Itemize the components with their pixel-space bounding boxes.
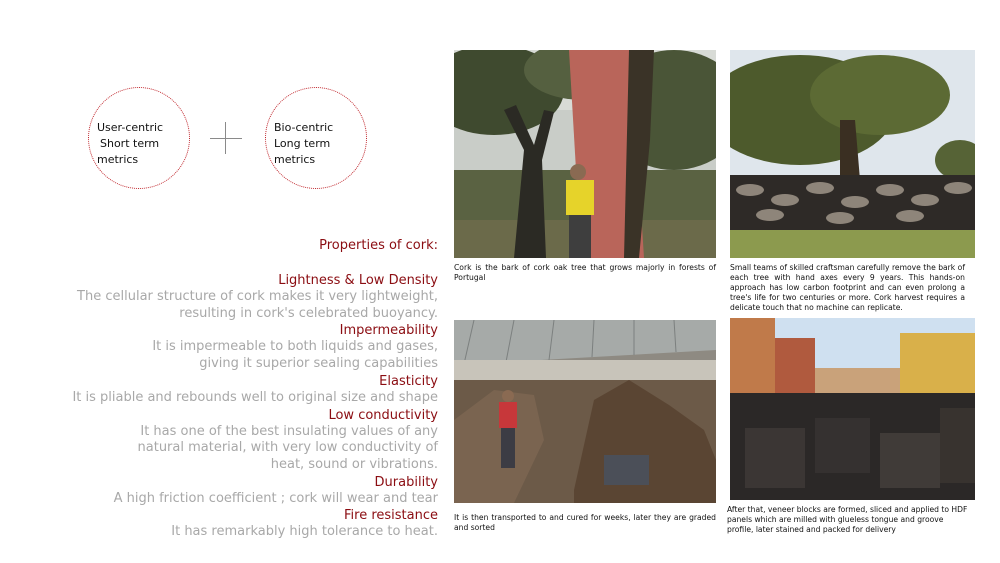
bio-centric-label [274,120,333,168]
property-elasticity [60,373,438,407]
circle-line: Bio-centric [274,121,334,134]
property-description: It has one of the best insulating values of any natural material, with very low conductivity of heat, sound or vibrations. [137,423,438,472]
property-heading: Elasticity [379,373,438,389]
property-heading: Lightness & Low Density [278,273,438,288]
caption-photo-2: Small teams of skilled craftsman carefully remove the bark of each tree with hand axes every 9 years. This hands-on approach has low carbon footprint and can even prolong a tree's life for two centuries or more. Cork harvest requires a delicate touch that no machine can replicate. [730,263,965,312]
property-heading: Impermeability [339,323,438,339]
circle-line: metrics [97,153,139,166]
caption-photo-1: Cork is the bark of cork oak tree that grows majorly in forests of Portugal [454,263,716,282]
circle-line: User-centric [97,121,164,134]
plus-icon [225,122,226,154]
circle-line: metrics [274,153,316,166]
properties-title: Properties of cork: [319,238,438,253]
property-description: It has remarkably high tolerance to heat. [171,524,438,540]
property-durability [60,474,438,508]
property-low-conductivity [60,407,438,474]
photo-cork-blocks [730,318,975,500]
caption-photo-3: It is then transported to and cured for weeks, later they are graded and sorted [454,513,716,532]
property-description: It is pliable and rebounds well to original size and shape [72,389,438,405]
properties-section [60,238,438,541]
property-description: The cellular structure of cork makes it very lightweight, resulting in cork's celebrated buoyancy. [77,289,438,321]
property-impermeability [60,322,438,372]
caption-photo-4: After that, veneer blocks are formed, sliced and applied to HDF panels which are milled with glueless tongue and groove profile, later stained and packed for delivery [727,505,968,534]
property-description: It is impermeable to both liquids and gases, giving it superior sealing capabilities [152,339,438,372]
property-description: A high friction coefficient ; cork will wear and tear [113,490,438,506]
property-heading: Fire resistance [344,508,438,524]
photo-warehouse-sorting [454,320,716,503]
property-heading: Durability [374,474,438,490]
property-lightness [60,272,438,322]
circle-line: Short term [100,137,160,150]
photo-cork-oak-harvest [454,50,716,258]
plus-icon [210,138,242,139]
property-heading: Low conductivity [328,407,438,423]
user-centric-label [97,120,163,168]
property-fire-resistance [60,507,438,541]
photo-bark-stack [730,50,975,258]
circle-line: Long term [274,137,331,150]
